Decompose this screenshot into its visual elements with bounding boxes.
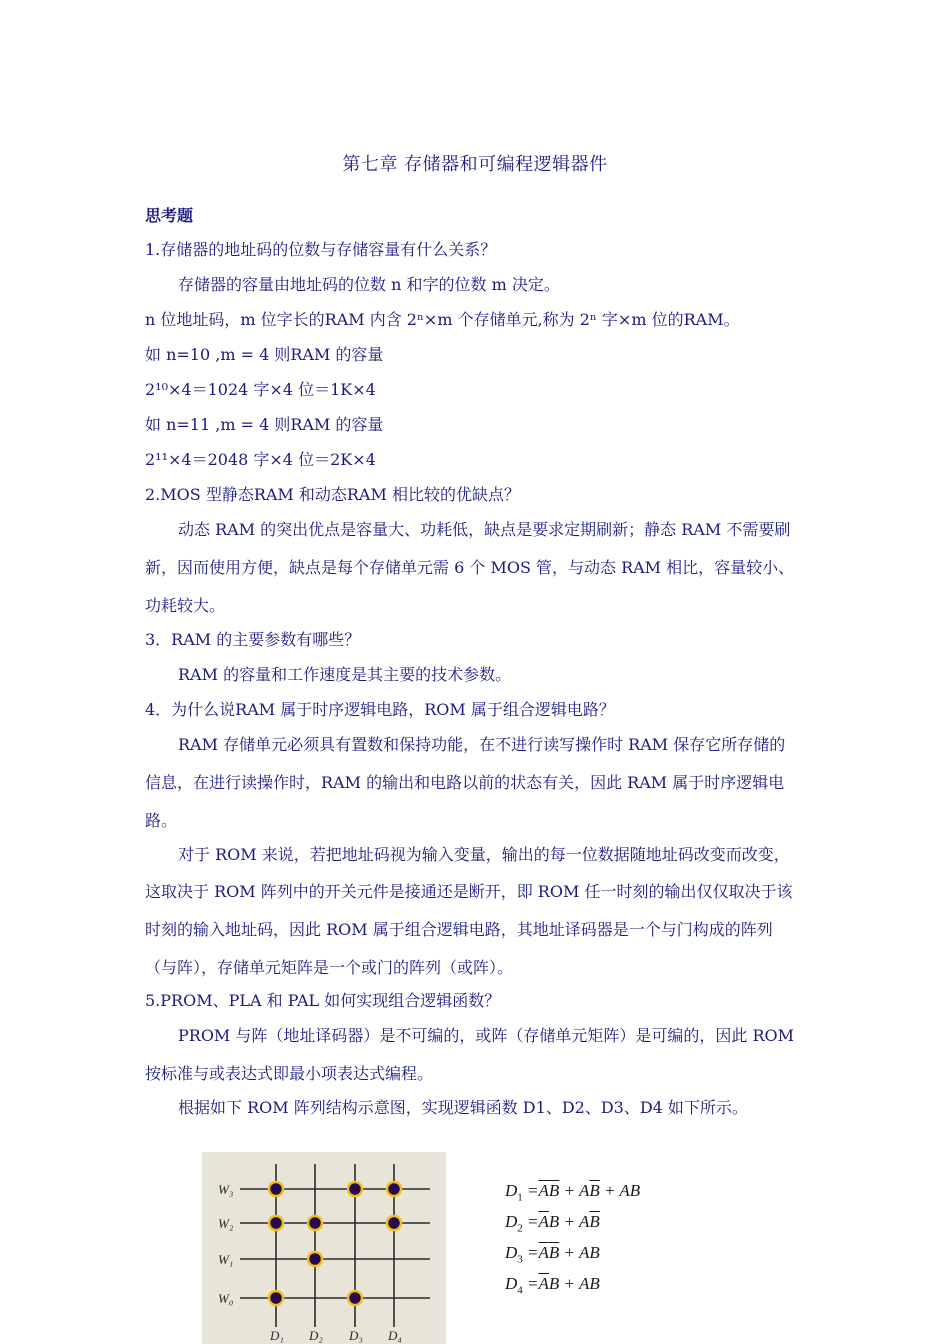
- answer-1-line: 如 n=10 ,m = 4 则RAM 的容量: [145, 345, 384, 364]
- connection-dot: [269, 1291, 283, 1305]
- answer-4-line: 时刻的输入地址码，因此 ROM 属于组合逻辑电路，其地址译码器是一个与门构成的阵列: [145, 920, 773, 939]
- question-4: 4．为什么说RAM 属于时序逻辑电路，ROM 属于组合逻辑电路？: [145, 700, 615, 719]
- question-2: 2.MOS 型静态RAM 和动态RAM 相比较的优缺点？: [145, 485, 520, 504]
- rom-array-diagram: [202, 1152, 446, 1344]
- column-label: D₄: [388, 1328, 402, 1343]
- page-title: 第七章 存储器和可编程逻辑器件: [342, 154, 608, 175]
- connection-dot: [348, 1182, 362, 1196]
- connection-dot: [308, 1252, 322, 1266]
- answer-4-line: 这取决于 ROM 阵列中的开关元件是接通还是断开，即 ROM 任一时刻的输出仅仅取决于该: [145, 882, 793, 901]
- answer-2-line: 功耗较大。: [145, 596, 226, 615]
- question-1: 1.存储器的地址码的位数与存储容量有什么关系？: [145, 240, 497, 259]
- answer-5-line: 根据如下 ROM 阵列结构示意图，实现逻辑函数 D1、D2、D3、D4 如下所示。: [178, 1098, 748, 1117]
- answer-5-line: PROM 与阵（地址译码器）是不可编的，或阵（存储单元矩阵）是可编的，因此 ROM: [178, 1026, 795, 1045]
- question-5: 5.PROM、PLA 和 PAL 如何实现组合逻辑函数？: [145, 991, 501, 1010]
- answer-4-line: 对于 ROM 来说，若把地址码视为输入变量，输出的每一位数据随地址码改变而改变，: [178, 845, 790, 864]
- column-label: D₂: [309, 1328, 323, 1343]
- rom-array-figure: [202, 1152, 446, 1344]
- answer-4-line: RAM 存储单元必须具有置数和保持功能，在不进行读写操作时 RAM 保存它所存储的: [178, 735, 786, 754]
- answer-4-line: （与阵），存储单元矩阵是一个或门的阵列（或阵）。: [145, 958, 514, 977]
- connection-dot: [387, 1216, 401, 1230]
- answer-1-line: n 位地址码，m 位字长的RAM 内含 2ⁿ×m 个存储单元,称为 2ⁿ 字×m 位的RAM。: [145, 310, 740, 329]
- answer-5-line: 按标准与或表达式即最小项表达式编程。: [145, 1064, 434, 1083]
- answer-2-line: 新，因而使用方便，缺点是每个存储单元需 6 个 MOS 管，与动态 RAM 相比，容量较小、: [145, 558, 795, 577]
- row-label: W₀: [218, 1291, 234, 1306]
- equation-d4: $D_4 =\overline{A}B$ + AB: [505, 1274, 600, 1297]
- connection-dot: [269, 1216, 283, 1230]
- answer-1-line: 如 n=11 ,m = 4 则RAM 的容量: [145, 415, 384, 434]
- row-label: W₁: [218, 1252, 234, 1267]
- connection-dot: [387, 1182, 401, 1196]
- row-label: W₂: [218, 1216, 234, 1231]
- answer-1-line: 2¹¹×4＝2048 字×4 位＝2K×4: [145, 450, 376, 469]
- row-label: W₃: [218, 1182, 234, 1197]
- connection-dot: [348, 1291, 362, 1305]
- answer-4-line: 信息，在进行读操作时，RAM 的输出和电路以前的状态有关，因此 RAM 属于时序逻辑电: [145, 773, 785, 792]
- connection-dot: [308, 1216, 322, 1230]
- answer-1-line: 存储器的容量由地址码的位数 n 和字的位数 m 决定。: [178, 275, 560, 294]
- section-heading: 思考题: [145, 206, 194, 225]
- column-label: D₁: [270, 1328, 284, 1343]
- answer-1-line: 2¹⁰×4＝1024 字×4 位＝1K×4: [145, 380, 376, 399]
- answer-3-line: RAM 的容量和工作速度是其主要的技术参数。: [178, 665, 512, 684]
- question-3: 3．RAM 的主要参数有哪些？: [145, 630, 361, 649]
- column-label: D₃: [349, 1328, 363, 1343]
- equation-d2: $D_2 =\overline{A}B + A\overline{B}$: [505, 1212, 600, 1235]
- equation-d1: $D_1 =\overline{A}\overline{B} + A\overline{B}$ + AB: [505, 1181, 641, 1204]
- connection-dot: [269, 1182, 283, 1196]
- answer-2-line: 动态 RAM 的突出优点是容量大、功耗低，缺点是要求定期刷新；静态 RAM 不需要刷: [178, 520, 791, 539]
- equation-d3: $D_3 =\overline{A}\overline{B}$ + AB: [505, 1243, 600, 1266]
- logic-equations: [505, 1181, 640, 1305]
- answer-4-line: 路。: [145, 811, 178, 830]
